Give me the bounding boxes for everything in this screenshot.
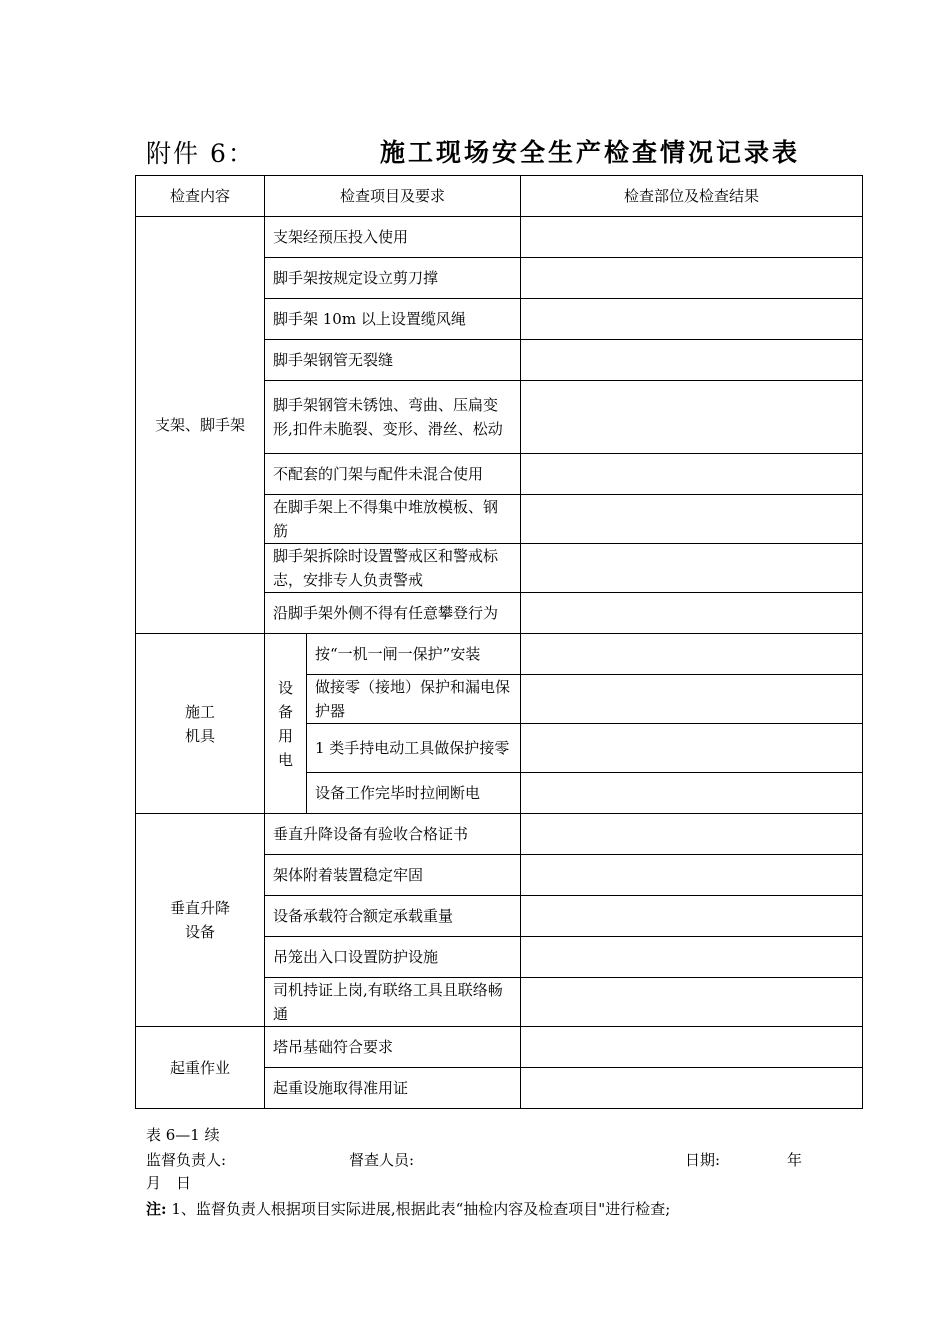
result-cell[interactable] bbox=[521, 937, 863, 978]
result-cell[interactable] bbox=[521, 258, 863, 299]
category-machinery-label: 施工机具 bbox=[185, 702, 216, 745]
result-cell[interactable] bbox=[521, 675, 863, 724]
header-result: 检查部位及检查结果 bbox=[521, 176, 863, 217]
check-item: 脚手架 10m 以上设置缆风绳 bbox=[265, 299, 521, 340]
page-title: 施工现场安全生产检查情况记录表 bbox=[380, 138, 801, 167]
result-cell[interactable] bbox=[521, 724, 863, 773]
note-text: 1、监督负责人根据项目实际进展,根据此表“抽检内容及检查项目"进行检查; bbox=[171, 1200, 671, 1218]
subcategory-power-label: 设备用电 bbox=[278, 678, 294, 769]
check-item: 塔吊基础符合要求 bbox=[265, 1027, 521, 1068]
check-item: 设备工作完毕时拉闸断电 bbox=[307, 773, 521, 814]
check-item: 架体附着装置稳定牢固 bbox=[265, 855, 521, 896]
check-item: 垂直升降设备有验收合格证书 bbox=[265, 814, 521, 855]
check-item: 司机持证上岗,有联络工具且联络畅通 bbox=[265, 978, 521, 1027]
check-item: 脚手架按规定设立剪刀撑 bbox=[265, 258, 521, 299]
category-lifting-label: 垂直升降设备 bbox=[170, 899, 231, 941]
result-cell[interactable] bbox=[521, 1027, 863, 1068]
header-items: 检查项目及要求 bbox=[265, 176, 521, 217]
result-cell[interactable] bbox=[521, 544, 863, 593]
table-row bbox=[136, 814, 863, 855]
result-cell[interactable] bbox=[521, 855, 863, 896]
result-cell[interactable] bbox=[521, 1068, 863, 1109]
month-day-label: 月 日 bbox=[146, 1174, 192, 1192]
header-content: 检查内容 bbox=[136, 176, 265, 217]
check-item: 设备承载符合额定承载重量 bbox=[265, 896, 521, 937]
inspector-label: 督查人员: bbox=[349, 1151, 415, 1169]
result-cell[interactable] bbox=[521, 217, 863, 258]
check-item: 脚手架钢管无裂缝 bbox=[265, 340, 521, 381]
date-label: 日期: bbox=[685, 1151, 721, 1169]
table-reference: 表 6—1 续 bbox=[146, 1126, 220, 1144]
supervisor-label: 监督负责人: bbox=[146, 1151, 227, 1169]
table-row bbox=[136, 1027, 863, 1068]
result-cell[interactable] bbox=[521, 896, 863, 937]
check-item: 1 类手持电动工具做保护接零 bbox=[307, 724, 521, 773]
subcategory-power bbox=[265, 634, 307, 814]
check-item: 沿脚手架外侧不得有任意攀登行为 bbox=[265, 593, 521, 634]
category-scaffold: 支架、脚手架 bbox=[136, 217, 265, 634]
check-item: 吊笼出入口设置防护设施 bbox=[265, 937, 521, 978]
result-cell[interactable] bbox=[521, 814, 863, 855]
check-item: 支架经预压投入使用 bbox=[265, 217, 521, 258]
table-row bbox=[136, 217, 863, 258]
note-label: 注: bbox=[146, 1200, 167, 1218]
category-lifting bbox=[136, 814, 265, 1027]
result-cell[interactable] bbox=[521, 454, 863, 495]
check-item: 在脚手架上不得集中堆放模板、钢筋 bbox=[265, 495, 521, 544]
category-machinery bbox=[136, 634, 265, 814]
check-item: 起重设施取得准用证 bbox=[265, 1068, 521, 1109]
check-item: 做接零（接地）保护和漏电保护器 bbox=[307, 675, 521, 724]
result-cell[interactable] bbox=[521, 634, 863, 675]
table-row bbox=[136, 634, 863, 675]
result-cell[interactable] bbox=[521, 773, 863, 814]
check-item: 脚手架拆除时设置警戒区和警戒标志，安排专人负责警戒 bbox=[265, 544, 521, 593]
result-cell[interactable] bbox=[521, 299, 863, 340]
note-line bbox=[146, 1198, 670, 1219]
check-item: 不配套的门架与配件未混合使用 bbox=[265, 454, 521, 495]
table-header-row bbox=[136, 176, 863, 217]
year-label: 年 bbox=[787, 1151, 803, 1169]
result-cell[interactable] bbox=[521, 593, 863, 634]
result-cell[interactable] bbox=[521, 495, 863, 544]
check-item: 脚手架钢管未锈蚀、弯曲、压扁变形,扣件未脆裂、变形、滑丝、松动 bbox=[265, 381, 521, 454]
category-hoisting: 起重作业 bbox=[136, 1027, 265, 1109]
inspection-table bbox=[135, 175, 863, 1109]
check-item: 按“一机一闸一保护”安装 bbox=[307, 634, 521, 675]
result-cell[interactable] bbox=[521, 340, 863, 381]
result-cell[interactable] bbox=[521, 978, 863, 1027]
result-cell[interactable] bbox=[521, 381, 863, 454]
attachment-label: 附件 6： bbox=[146, 139, 255, 168]
